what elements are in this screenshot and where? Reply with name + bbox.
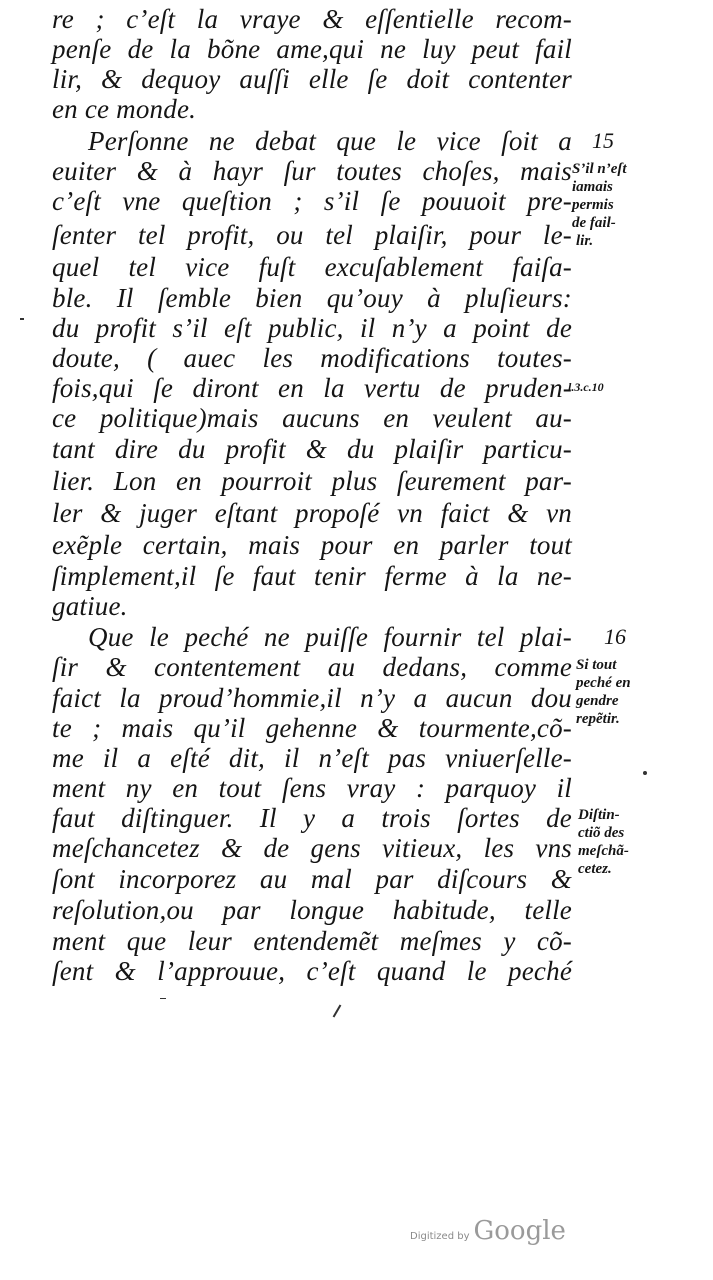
text-line: lier. Lon en pourroit plus ſeurement par- (52, 466, 572, 496)
text-line: Que le peché ne puiſſe fournir tel plai- (88, 622, 572, 652)
margin-note (576, 656, 666, 728)
text-line: meſchancetez & de gens vitieux, les vns (52, 833, 572, 863)
text-line: ment que leur entendemẽt meſmes y cõ- (52, 926, 572, 956)
text-line: doute, ( auec les modifications toutes- (52, 343, 572, 373)
margin-note (572, 160, 662, 250)
digitized-watermark (410, 1216, 566, 1246)
section-number: 16 (604, 624, 626, 649)
text-line: ſir & contentement au dedans, comme (52, 652, 572, 682)
text-line: c’eſt vne queſtion ; s’il ſe pouuoit pre- (52, 186, 572, 216)
margin-note-line: meſchã- (578, 843, 629, 859)
text-line: du profit s’il eſt public, il n’y a point de (52, 313, 572, 343)
text-line: ler & juger eſtant propoſé vn faict & vn (52, 498, 572, 528)
text-line: exẽple certain, mais pour en parler tout (52, 530, 572, 560)
digitized-label: Digitized by (410, 1231, 470, 1242)
text-line: ſent & l’approuue, c’eſt quand le peché (52, 956, 572, 986)
margin-note-line: Diſtin- (578, 807, 620, 823)
google-logo: Google (473, 1216, 566, 1246)
text-line: euiter & à hayr ſur toutes choſes, mais (52, 156, 572, 186)
scan-speck (160, 998, 166, 999)
margin-note-line: peché en (576, 675, 631, 691)
text-line: faut diſtinguer. Il y a trois ſortes de (52, 803, 572, 833)
margin-note (578, 806, 668, 878)
text-line: ble. Il ſemble bien qu’ouy à pluſieurs: (52, 283, 572, 313)
text-line: quel tel vice fuſt excuſablement faiſa- (52, 252, 572, 282)
text-line: ſimplement,il ſe faut tenir ferme à la ne- (52, 561, 572, 591)
margin-note-line: repẽtir. (576, 711, 620, 727)
margin-note-line: cetez. (578, 861, 612, 877)
text-line: ſenter tel profit, ou tel plaiſir, pour le- (52, 220, 572, 250)
text-line: en ce monde. (52, 94, 197, 124)
text-line: gatiue. (52, 591, 128, 621)
margin-reference (568, 378, 658, 396)
margin-note-line: Si tout (576, 657, 617, 673)
margin-note-line: permis (572, 197, 614, 213)
text-line: ment ny en tout ſens vray : parquoy il (52, 773, 572, 803)
margin-note-line: de fail- (572, 215, 616, 231)
text-line: me il a eſté dit, il n’eſt pas vniuerſelle- (52, 743, 572, 773)
text-line: lir, & dequoy auſſi elle ſe doit contenter (52, 64, 572, 94)
margin-note-line: lir. (576, 233, 594, 249)
text-line: fois,qui ſe diront en la vertu de pruden- (52, 373, 572, 403)
text-line: penſe de la bõne ame,qui ne luy peut fail (52, 34, 572, 64)
scan-speck (643, 771, 647, 775)
text-line: ſont incorporez au mal par diſcours & (52, 864, 572, 894)
scan-speck (20, 318, 24, 320)
text-line: re ; c’eſt la vraye & eſſentielle recom- (52, 4, 572, 34)
margin-note-line: S’il n’eſt (572, 161, 627, 177)
text-line: tant dire du profit & du plaiſir particu- (52, 434, 572, 464)
text-line: reſolution,ou par longue habitude, telle (52, 895, 572, 925)
margin-note-line: l.3.c.10 (568, 380, 604, 394)
margin-note-line: gendre (576, 693, 619, 709)
margin-note-line: ctiõ des (578, 825, 625, 841)
text-line: ce politique)mais aucuns en veulent au- (52, 403, 572, 433)
text-line: te ; mais qu’il gehenne & tourmente,cõ- (52, 713, 572, 743)
margin-note-line: iamais (572, 179, 613, 195)
text-line: faict la proud’hommie,il n’y a aucun dou (52, 683, 572, 713)
scan-speck (333, 1004, 342, 1017)
text-line: Perſonne ne debat que le vice ſoit a (88, 126, 572, 156)
section-number: 15 (592, 128, 614, 153)
